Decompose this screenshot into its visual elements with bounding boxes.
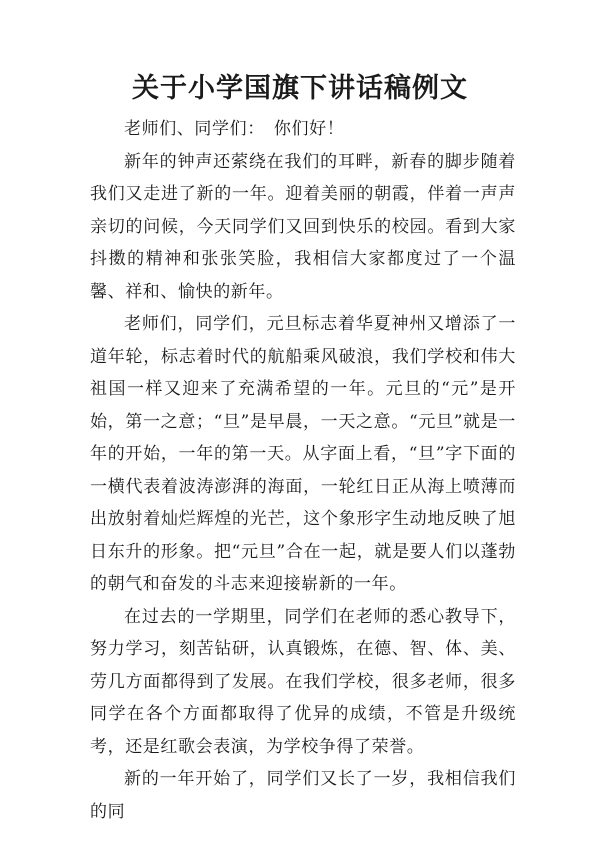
greeting: 老师们、同学们： 你们好！	[124, 119, 345, 139]
paragraph-3: 在过去的一学期里，同学们在老师的悉心教导下，努力学习，刻苦钻研，认真锻炼，在德、智、体、美、劳几方面都得到了发展。在我们学校，很多老师，很多同学在各个方面都取得了优异的成绩，不管是升级统考，还是红歌会表演，为学校争得了荣誉。	[90, 606, 516, 757]
document-body	[90, 113, 516, 828]
paragraph-1: 新年的钟声还萦绕在我们的耳畔，新春的脚步随着我们又走进了新的一年。迎着美丽的朝霞，伴着一声声亲切的问候，今天同学们又回到快乐的校园。看到大家抖擞的精神和张张笑脸，我相信大家都度过了一个温馨、祥和、愉快的新年。	[90, 151, 516, 302]
paragraph-2: 老师们，同学们，元旦标志着华夏神州又增添了一道年轮，标志着时代的航船乘风破浪，我们学校和伟大祖国一样又迎来了充满希望的一年。元旦的“元”是开始，第一之意；“旦”是早晨，一天之意。“元旦”就是一年的开始，一年的第一天。从字面上看，“旦”字下面的一横代表着波涛澎湃的海面，一轮红日正从海上喷薄而出放射着灿烂辉煌的光芒，这个象形字生动地反映了旭日东升的形象。把“元旦”合在一起，就是要人们以蓬勃的朝气和奋发的斗志来迎接崭新的一年。	[90, 314, 516, 594]
paragraph-4: 新的一年开始了，同学们又长了一岁，我相信我们的同	[90, 769, 516, 822]
page-title: 关于小学国旗下讲话稿例文	[132, 73, 468, 104]
